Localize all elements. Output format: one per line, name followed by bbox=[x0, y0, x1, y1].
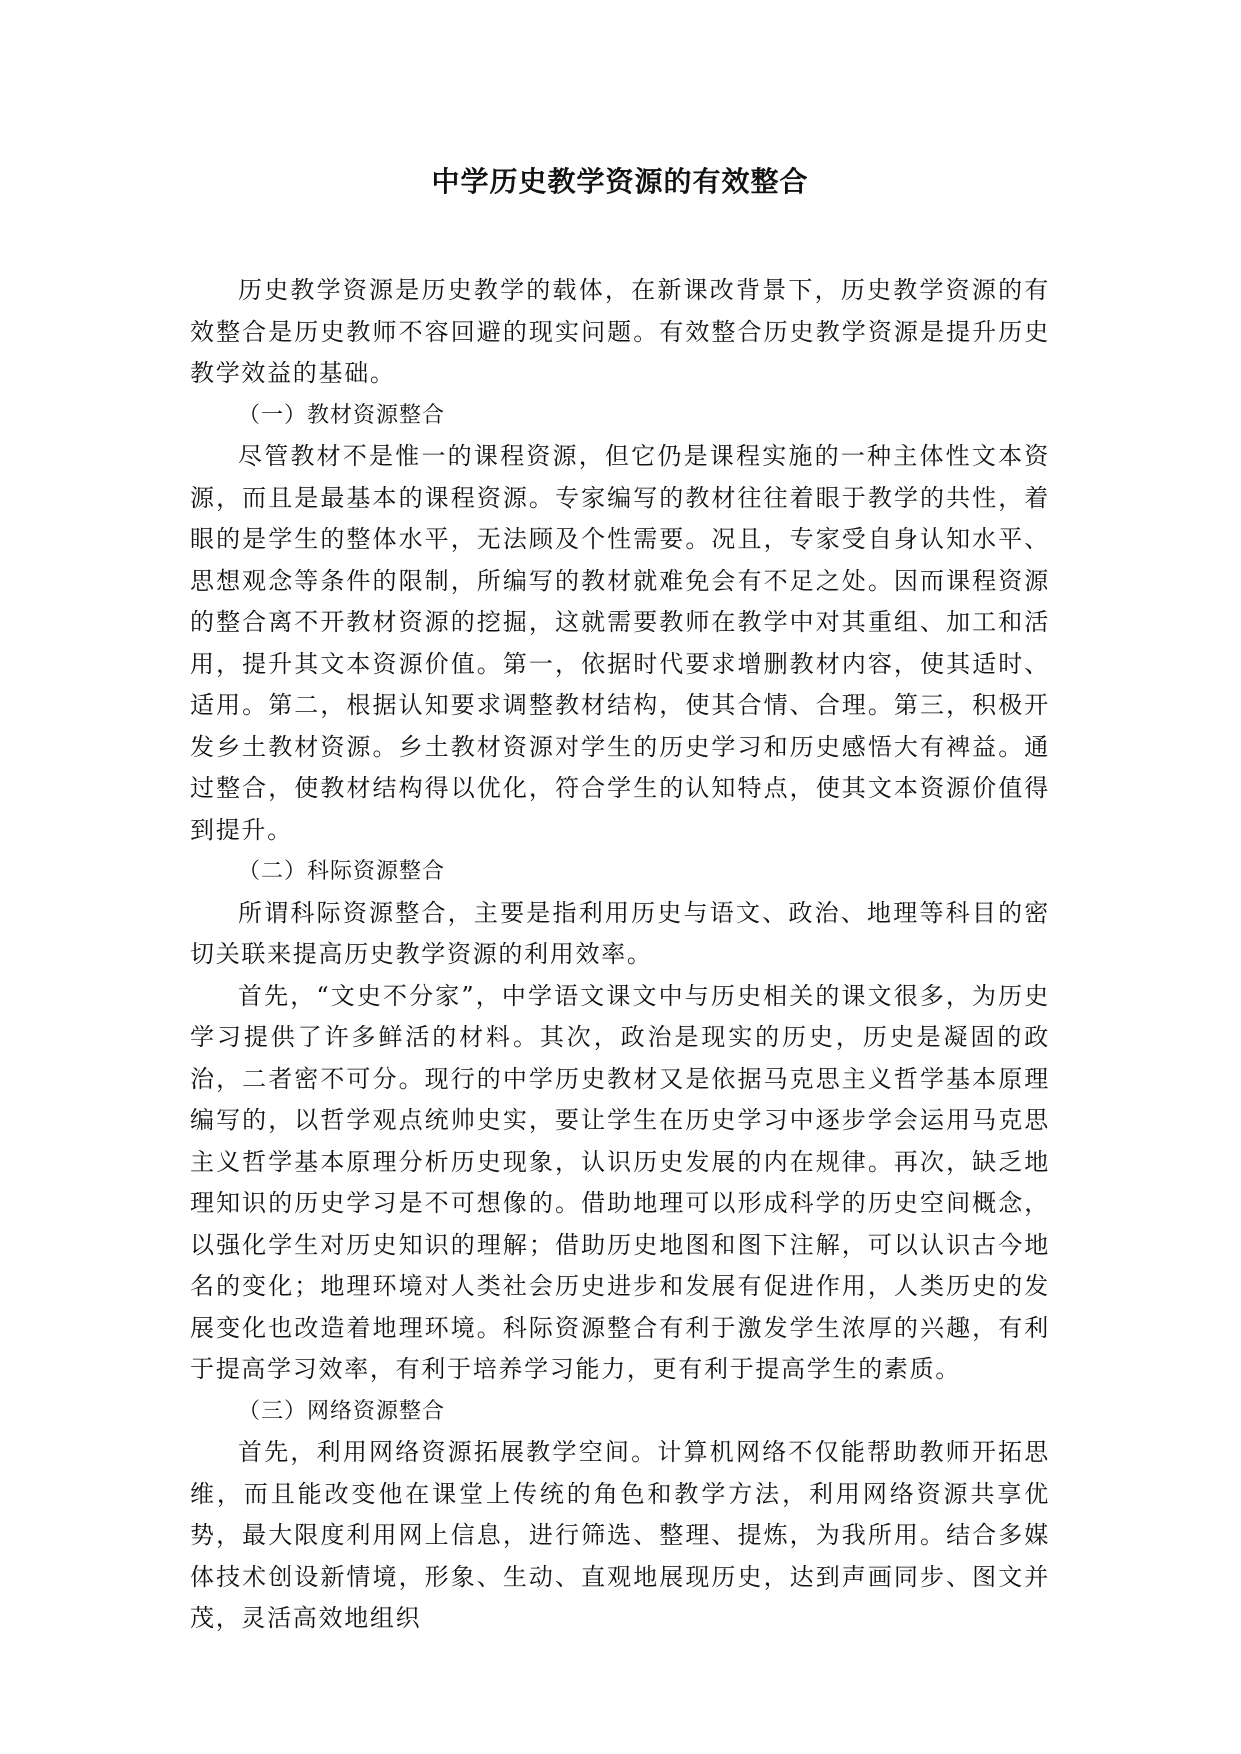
section-heading: （二）科际资源整合 bbox=[238, 859, 446, 884]
section-network bbox=[190, 1391, 1050, 1640]
section-heading: （三）网络资源整合 bbox=[238, 1398, 446, 1424]
section-paragraph: 首先，利用网络资源拓展教学空间。计算机网络不仅能帮助教师开拓思维，而且能改变他在课堂上传统的角色和教学方法，利用网络资源共享优势，最大限度利用网上信息，进行筛选、整理、提炼，为我所用。结合多媒体技术创设新情境，形象、生动、直观地展现历史，达到声画同步、图文并茂，灵活高效地组织 bbox=[190, 1438, 1050, 1632]
intro-paragraph: 历史教学资源是历史教学的载体，在新课改背景下，历史教学资源的有效整合是历史教师不容回避的现实问题。有效整合历史教学资源是提升历史教学效益的基础。 bbox=[190, 276, 1050, 387]
section-textbook bbox=[190, 395, 1050, 852]
section-interdisciplinary bbox=[190, 851, 1050, 1391]
section-paragraph: 所谓科际资源整合，主要是指利用历史与语文、政治、地理等科目的密切关联来提高历史教学资源的利用效率。 bbox=[190, 898, 1050, 968]
section-paragraph: 首先，“文史不分家”，中学语文课文中与历史相关的课文很多，为历史学习提供了许多鲜活的材料。其次，政治是现实的历史，历史是凝固的政治，二者密不可分。现行的中学历史教材又是依据马克思主义哲学基本原理编写的，以哲学观点统帅史实，要让学生在历史学习中逐步学会运用马克思主义哲学基本原理分析历史现象，认识历史发展的内在规律。再次，缺乏地理知识的历史学习是不可想像的。借助地理可以形成科学的历史空间概念，以强化学生对历史知识的理解；借助历史地图和图下注解，可以认识古今地名的变化；地理环境对人类社会历史进步和发展有促进作用，人类历史的发展变化也改造着地理环境。科际资源整合有利于激发学生浓厚的兴趣，有利于提高学习效率，有利于培养学习能力，更有利于提高学生的素质。 bbox=[190, 981, 1050, 1383]
document-body bbox=[190, 162, 1050, 1640]
section-heading: （一）教材资源整合 bbox=[238, 402, 446, 428]
section-paragraph: 尽管教材不是惟一的课程资源，但它仍是课程实施的一种主体性文本资源，而且是最基本的课程资源。专家编写的教材往往着眼于教学的共性，着眼的是学生的整体水平，无法顾及个性需要。况且，专家受自身认知水平、思想观念等条件的限制，所编写的教材就难免会有不足之处。因而课程资源的整合离不开教材资源的挖掘，这就需要教师在教学中对其重组、加工和活用，提升其文本资源价值。第一，依据时代要求增删教材内容，使其适时、适用。第二，根据认知要求调整教材结构，使其合情、合理。第三，积极开发乡土教材资源。乡土教材资源对学生的历史学习和历史感悟大有裨益。通过整合，使教材结构得以优化，符合学生的认知特点，使其文本资源价值得到提升。 bbox=[190, 442, 1050, 844]
document-title: 中学历史教学资源的有效整合 bbox=[431, 165, 809, 198]
